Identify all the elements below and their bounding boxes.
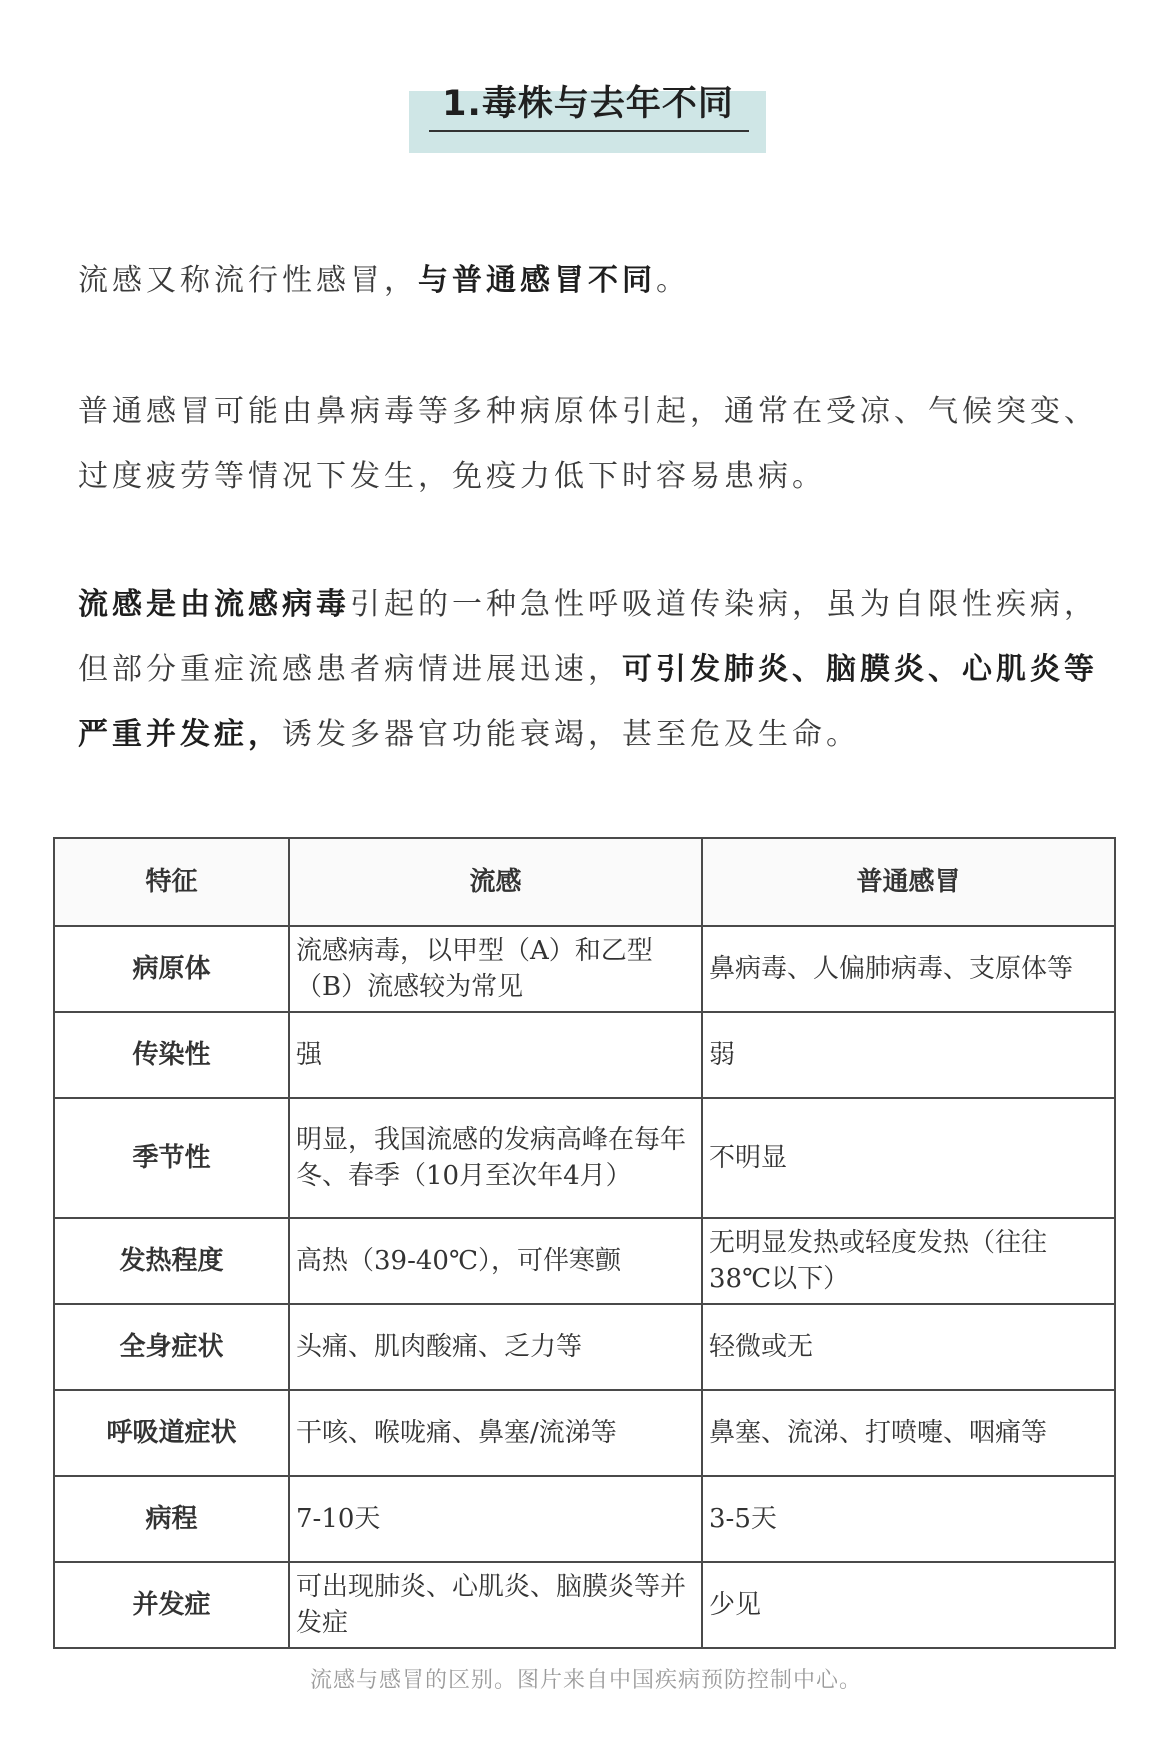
table-row bbox=[54, 926, 1115, 1012]
title-underline bbox=[429, 130, 749, 132]
table-row bbox=[54, 1218, 1115, 1304]
table-row bbox=[54, 1098, 1115, 1218]
row-flu: 强 bbox=[289, 1012, 702, 1098]
intro-bold: 与普通感冒不同 bbox=[418, 263, 656, 298]
row-flu: 流感病毒，以甲型（A）和乙型（B）流感较为常见 bbox=[289, 926, 702, 1012]
row-feature: 病程 bbox=[54, 1476, 289, 1562]
table-row bbox=[54, 1390, 1115, 1476]
row-cold: 少见 bbox=[702, 1562, 1115, 1648]
flu-text-2: 诱发多器官功能衰竭，甚至危及生命。 bbox=[282, 717, 860, 752]
table-row bbox=[54, 1476, 1115, 1562]
table-row bbox=[54, 1012, 1115, 1098]
intro-end: 。 bbox=[656, 263, 690, 298]
common-cold-text: 普通感冒可能由鼻病毒等多种病原体引起，通常在受凉、气候突变、过度疲劳等情况下发生，免疫力低下时容易患病。 bbox=[78, 394, 1098, 494]
paragraph-common-cold bbox=[78, 379, 1108, 509]
row-feature: 病原体 bbox=[54, 926, 289, 1012]
intro-text: 流感又称流行性感冒， bbox=[78, 263, 418, 298]
paragraph-flu bbox=[78, 572, 1108, 767]
row-feature: 传染性 bbox=[54, 1012, 289, 1098]
row-cold: 3-5天 bbox=[702, 1476, 1115, 1562]
row-flu: 7-10天 bbox=[289, 1476, 702, 1562]
header-flu: 流感 bbox=[289, 838, 702, 926]
row-cold: 无明显发热或轻度发热（往往38℃以下） bbox=[702, 1218, 1115, 1304]
row-feature: 呼吸道症状 bbox=[54, 1390, 289, 1476]
table-row bbox=[54, 1304, 1115, 1390]
row-flu: 干咳、喉咙痛、鼻塞/流涕等 bbox=[289, 1390, 702, 1476]
row-flu: 可出现肺炎、心肌炎、脑膜炎等并发症 bbox=[289, 1562, 702, 1648]
table-body bbox=[54, 926, 1115, 1648]
row-feature: 全身症状 bbox=[54, 1304, 289, 1390]
row-flu: 高热（39-40℃），可伴寒颤 bbox=[289, 1218, 702, 1304]
row-flu: 头痛、肌肉酸痛、乏力等 bbox=[289, 1304, 702, 1390]
section-title: 1.毒株与去年不同 bbox=[442, 84, 734, 124]
row-feature: 季节性 bbox=[54, 1098, 289, 1218]
row-feature: 并发症 bbox=[54, 1562, 289, 1648]
flu-text-1: 引起的一种急性呼吸道传染病，虽为自限性疾病，但部分重症流感患者病情进展迅速， bbox=[78, 587, 1098, 687]
row-cold: 轻微或无 bbox=[702, 1304, 1115, 1390]
comparison-table bbox=[53, 837, 1116, 1649]
row-cold: 鼻病毒、人偏肺病毒、支原体等 bbox=[702, 926, 1115, 1012]
flu-bold-2: 可引发肺炎、脑膜炎、心肌炎等严重并发症， bbox=[78, 652, 1098, 752]
row-flu: 明显，我国流感的发病高峰在每年冬、春季（10月至次年4月） bbox=[289, 1098, 702, 1218]
row-cold: 弱 bbox=[702, 1012, 1115, 1098]
image-caption: 流感与感冒的区别。图片来自中国疾病预防控制中心。 bbox=[309, 1668, 862, 1693]
flu-bold-1: 流感是由流感病毒 bbox=[78, 587, 350, 622]
header-cold: 普通感冒 bbox=[702, 838, 1115, 926]
table-header-row bbox=[54, 838, 1115, 926]
row-cold: 鼻塞、流涕、打喷嚏、咽痛等 bbox=[702, 1390, 1115, 1476]
row-cold: 不明显 bbox=[702, 1098, 1115, 1218]
table-row bbox=[54, 1562, 1115, 1648]
header-feature: 特征 bbox=[54, 838, 289, 926]
paragraph-intro bbox=[78, 248, 1108, 313]
row-feature: 发热程度 bbox=[54, 1218, 289, 1304]
